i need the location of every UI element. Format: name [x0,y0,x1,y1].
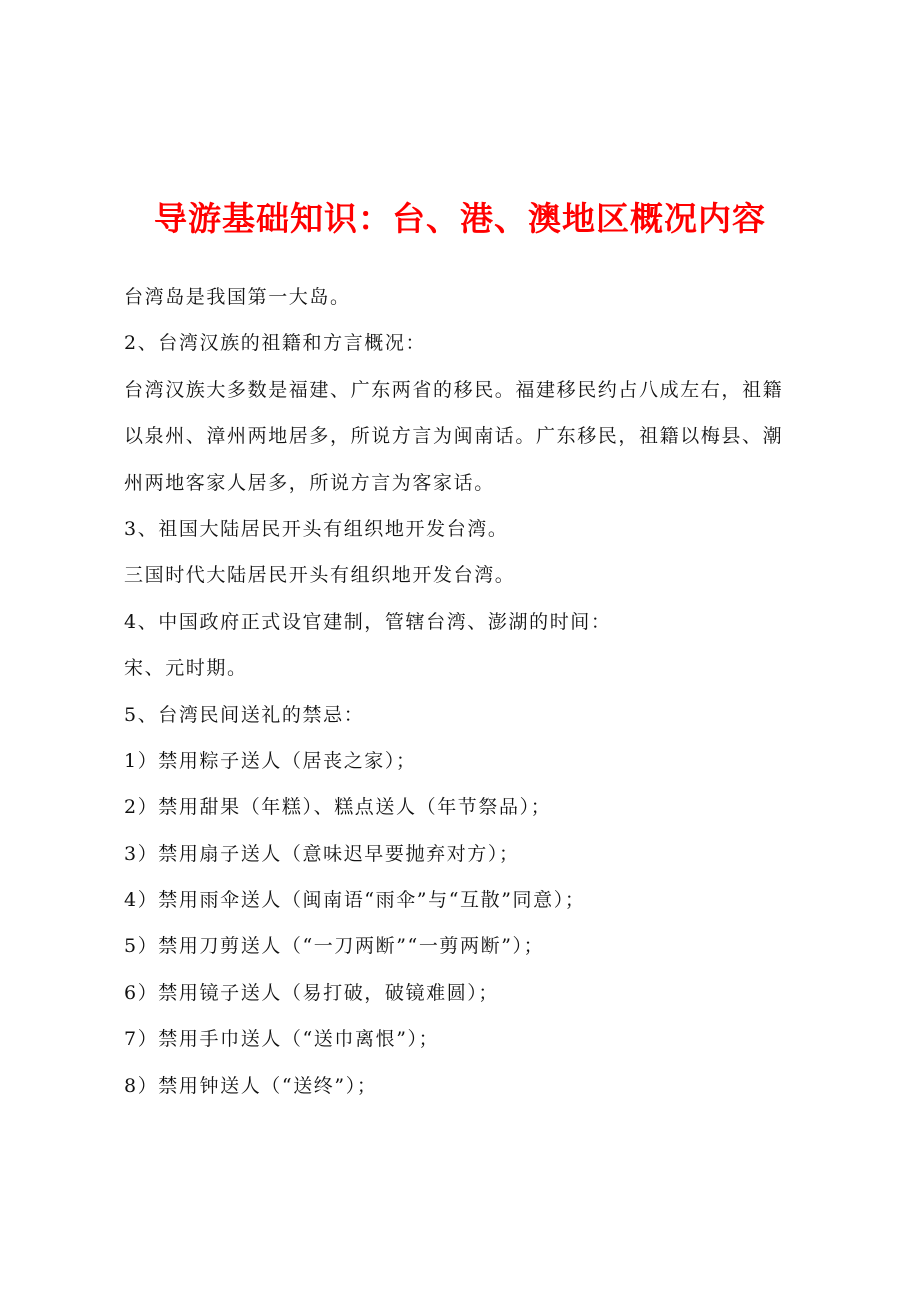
paragraph-line: 以泉州、漳州两地居多，所说方言为闽南话。广东移民，祖籍以梅县、潮 [124,425,784,448]
list-item: 1）禁用粽子送人（居丧之家）； [124,749,417,772]
paragraph-line: 州两地客家人居多，所说方言为客家话。 [124,471,495,494]
section-heading: 3、祖国大陆居民开头有组织地开发台湾。 [124,517,509,540]
paragraph-line: 台湾汉族大多数是福建、广东两省的移民。福建移民约占八成左右，祖籍 [124,378,784,401]
list-item: 6）禁用镜子送人（易打破，破镜难圆）； [124,981,499,1004]
paragraph-line: 宋、元时期。 [124,657,248,680]
list-item: 5）禁用刀剪送人（“一刀两断”“一剪两断”）； [124,935,545,958]
document-title: 导游基础知识：台、港、澳地区概况内容 [154,199,766,238]
section-heading: 2、台湾汉族的祖籍和方言概况： [124,332,427,355]
section-heading: 5、台湾民间送礼的禁忌： [124,703,365,726]
list-item: 7）禁用手巾送人（“送巾离恨”）； [124,1028,440,1051]
paragraph-line: 三国时代大陆居民开头有组织地开发台湾。 [124,564,516,587]
list-item: 2）禁用甜果（年糕）、糕点送人（年节祭品）； [124,796,552,819]
paragraph-line: 台湾岛是我国第一大岛。 [124,286,351,308]
section-heading: 4、中国政府正式设官建制，管辖台湾、澎湖的时间： [124,610,612,633]
list-item: 3）禁用扇子送人（意味迟早要抛弃对方）； [124,842,520,865]
list-item: 8）禁用钟送人（“送终”）； [124,1074,378,1097]
list-item: 4）禁用雨伞送人（闽南语“雨伞”与“互散”同意）； [124,889,586,912]
document-body [124,280,814,1115]
